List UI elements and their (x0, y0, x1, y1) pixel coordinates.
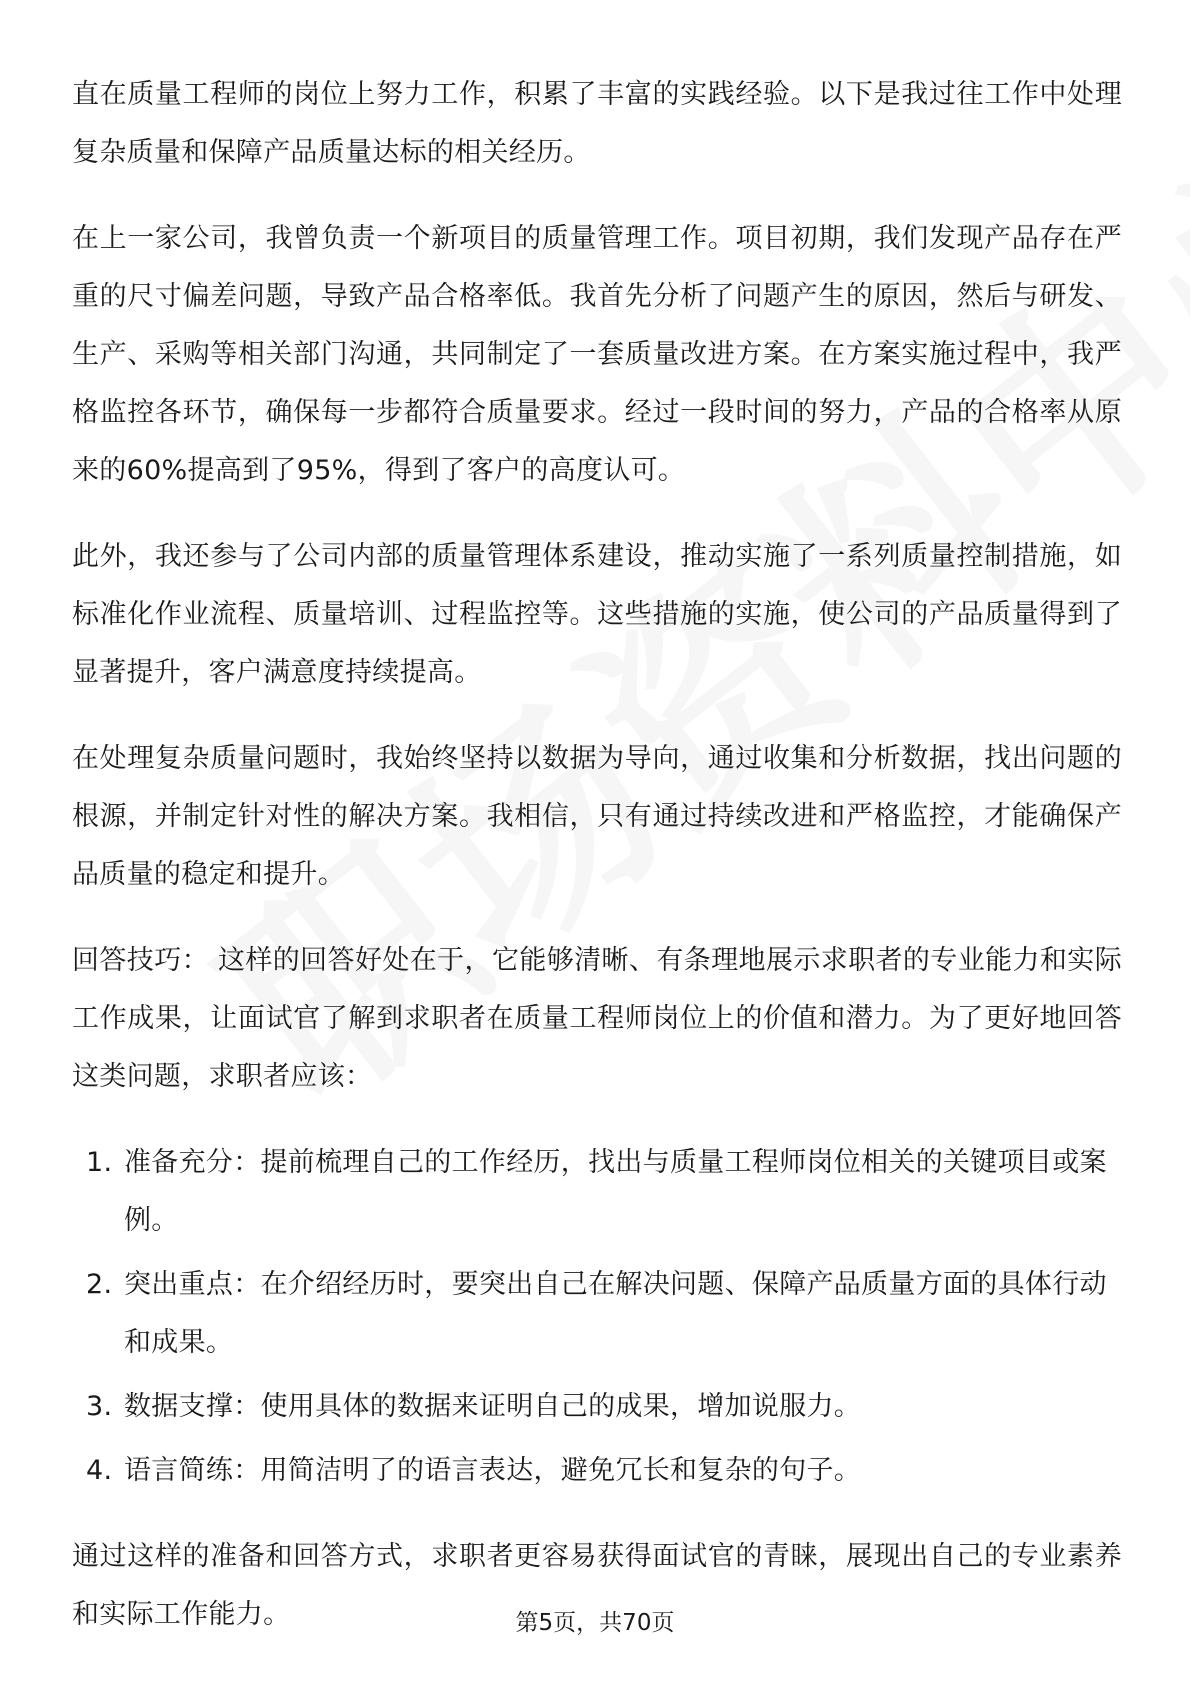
paragraph-closing: 通过这样的准备和回答方式，求职者更容易获得面试官的青睐，展现出自己的专业素养和实际工作能力。 (72, 1541, 1122, 1630)
paragraph-answer-tips: 回答技巧： 这样的回答好处在于，它能够清晰、有条理地展示求职者的专业能力和实际工作成果，让面试官了解到求职者在质量工程师岗位上的价值和潜力。为了更好地回答这类问题，求职者应该： (72, 945, 1122, 1092)
tips-list (72, 1134, 1122, 1500)
list-item-text: 数据支撑：使用具体的数据来证明自己的成果，增加说服力。 (124, 1391, 862, 1422)
list-item-text: 语言简练：用简洁明了的语言表达，避免冗长和复杂的句子。 (124, 1455, 862, 1486)
list-item-number: 1. (86, 1147, 113, 1178)
list-item (72, 1134, 1122, 1250)
list-item (72, 1256, 1122, 1372)
paragraph-intro: 直在质量工程师的岗位上努力工作，积累了丰富的实践经验。以下是我过往工作中处理复杂质量和保障产品质量达标的相关经历。 (72, 79, 1122, 168)
list-item-number: 3. (86, 1391, 113, 1422)
paragraph-data-driven: 在处理复杂质量问题时，我始终坚持以数据为导向，通过收集和分析数据，找出问题的根源，并制定针对性的解决方案。我相信，只有通过持续改进和严格监控，才能确保产品质量的稳定和提升。 (72, 743, 1122, 890)
list-item-number: 2. (86, 1269, 113, 1300)
list-item-number: 4. (86, 1455, 113, 1486)
list-item-text: 突出重点：在介绍经历时，要突出自己在解决问题、保障产品质量方面的具体行动和成果。 (124, 1269, 1107, 1358)
list-item-text: 准备充分：提前梳理自己的工作经历，找出与质量工程师岗位相关的关键项目或案例。 (124, 1147, 1107, 1236)
page-content (72, 66, 1122, 1672)
list-item (72, 1442, 1122, 1500)
paragraph-quality-system: 此外，我还参与了公司内部的质量管理体系建设，推动实施了一系列质量控制措施，如标准化作业流程、质量培训、过程监控等。这些措施的实施，使公司的产品质量得到了显著提升，客户满意度持续提高。 (72, 541, 1122, 688)
list-item (72, 1378, 1122, 1436)
page-number: 第5页，共70页 (515, 1610, 675, 1636)
paragraph-project-experience: 在上一家公司，我曾负责一个新项目的质量管理工作。项目初期，我们发现产品存在严重的尺寸偏差问题，导致产品合格率低。我首先分析了问题产生的原因，然后与研发、生产、采购等相关部门沟通，共同制定了一套质量改进方案。在方案实施过程中，我严格监控各环节，确保每一步都符合质量要求。经过一段时间的努力，产品的合格率从原来的60%提高到了95%，得到了客户的高度认可。 (72, 223, 1122, 486)
